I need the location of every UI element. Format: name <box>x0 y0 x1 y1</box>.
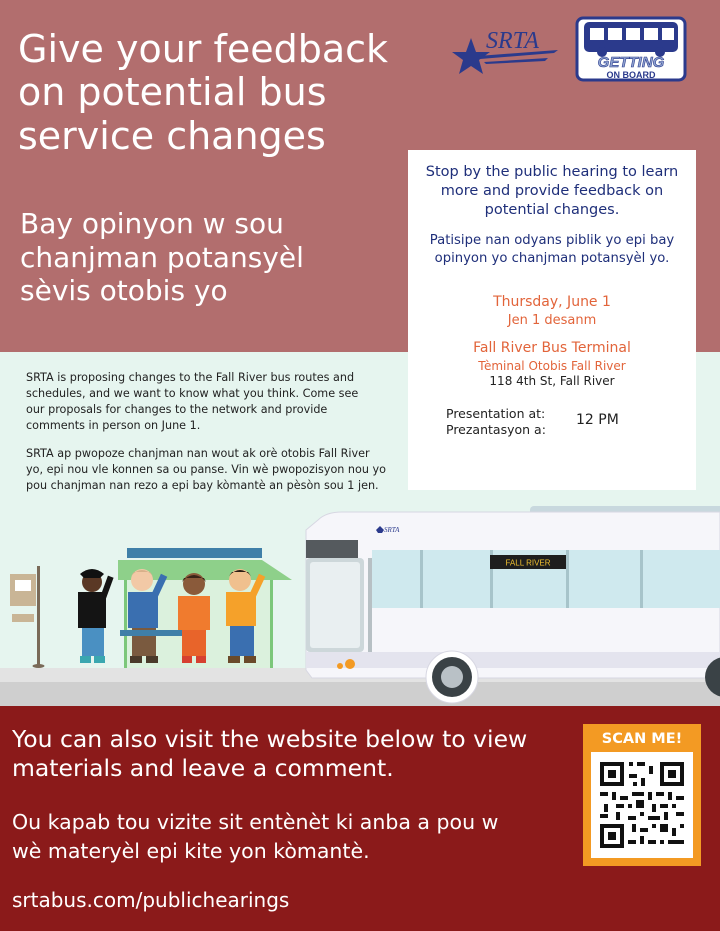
intro-text-english: SRTA is proposing changes to the Fall River bus routes and schedules, and we want to know what you think. Come see our proposals for changes to the network and provide comments in person on June 1. <box>26 371 359 433</box>
qr-label: SCAN ME! <box>601 731 683 747</box>
bus-logo-text: SRTA <box>384 526 400 534</box>
page-title-haitian: Bay opinyon w sou chanjman potansyèl sèvis otobis yo <box>20 207 304 308</box>
destination-sign-text: FALL RIVER <box>505 558 551 568</box>
logo-text-on-board: ON BOARD <box>606 70 656 80</box>
logo-text-getting: GETTING <box>597 54 665 71</box>
hearing-info-card <box>408 150 696 490</box>
bus-stop-scene <box>0 500 720 706</box>
bench <box>120 630 182 636</box>
person-1-icon <box>78 569 114 663</box>
presentation-time: 12 PM <box>576 412 619 428</box>
bus-illustration <box>306 506 720 703</box>
headlight-icon <box>345 659 355 669</box>
qr-code-background <box>591 752 693 858</box>
card-intro-english: Stop by the public hearing to learn more and provide feedback on potential changes. <box>425 164 679 218</box>
card-intro-haitian: Patisipe nan odyans piblik yo epi bay opinyon yo chanjman potansyèl yo. <box>429 233 675 266</box>
website-text-english: You can also visit the website below to view materials and leave a comment. <box>12 725 528 783</box>
website-url-link[interactable]: srtabus.com/publichearings <box>12 888 290 912</box>
website-text-haitian: Ou kapab tou vizite sit entènèt ki anba a pou w wè materyèl epi kite yon kòmantè. <box>12 810 499 863</box>
intro-text-haitian: SRTA ap pwopoze chanjman nan wout ak orè otobis Fall River yo, epi nou vle konnen sa ou panse. Vin wè pwopozisyon nou yo pou chanjman nan rezo a epi bay kòmantè an pèsòn sou 1 jen. <box>26 447 386 493</box>
qr-code-icon[interactable] <box>591 752 693 858</box>
event-address: 118 4th St, Fall River <box>489 374 615 388</box>
srta-logo-text: SRTA <box>486 28 539 54</box>
event-date-haitian: Jen 1 desanm <box>507 313 597 328</box>
presentation-label-english: Presentation at: <box>446 406 546 421</box>
event-date-english: Thursday, June 1 <box>493 294 611 310</box>
bus-stop-sign-icon <box>10 566 45 668</box>
road <box>0 682 720 706</box>
getting-on-board-logo <box>574 14 688 84</box>
event-location-haitian: Tèminal Otobis Fall River <box>478 359 626 373</box>
presentation-label-haitian: Prezantasyon a: <box>446 422 546 437</box>
event-location-english: Fall River Bus Terminal <box>473 340 631 356</box>
page-title: Give your feedback on potential bus service changes <box>18 27 389 158</box>
srta-logo <box>450 22 560 76</box>
